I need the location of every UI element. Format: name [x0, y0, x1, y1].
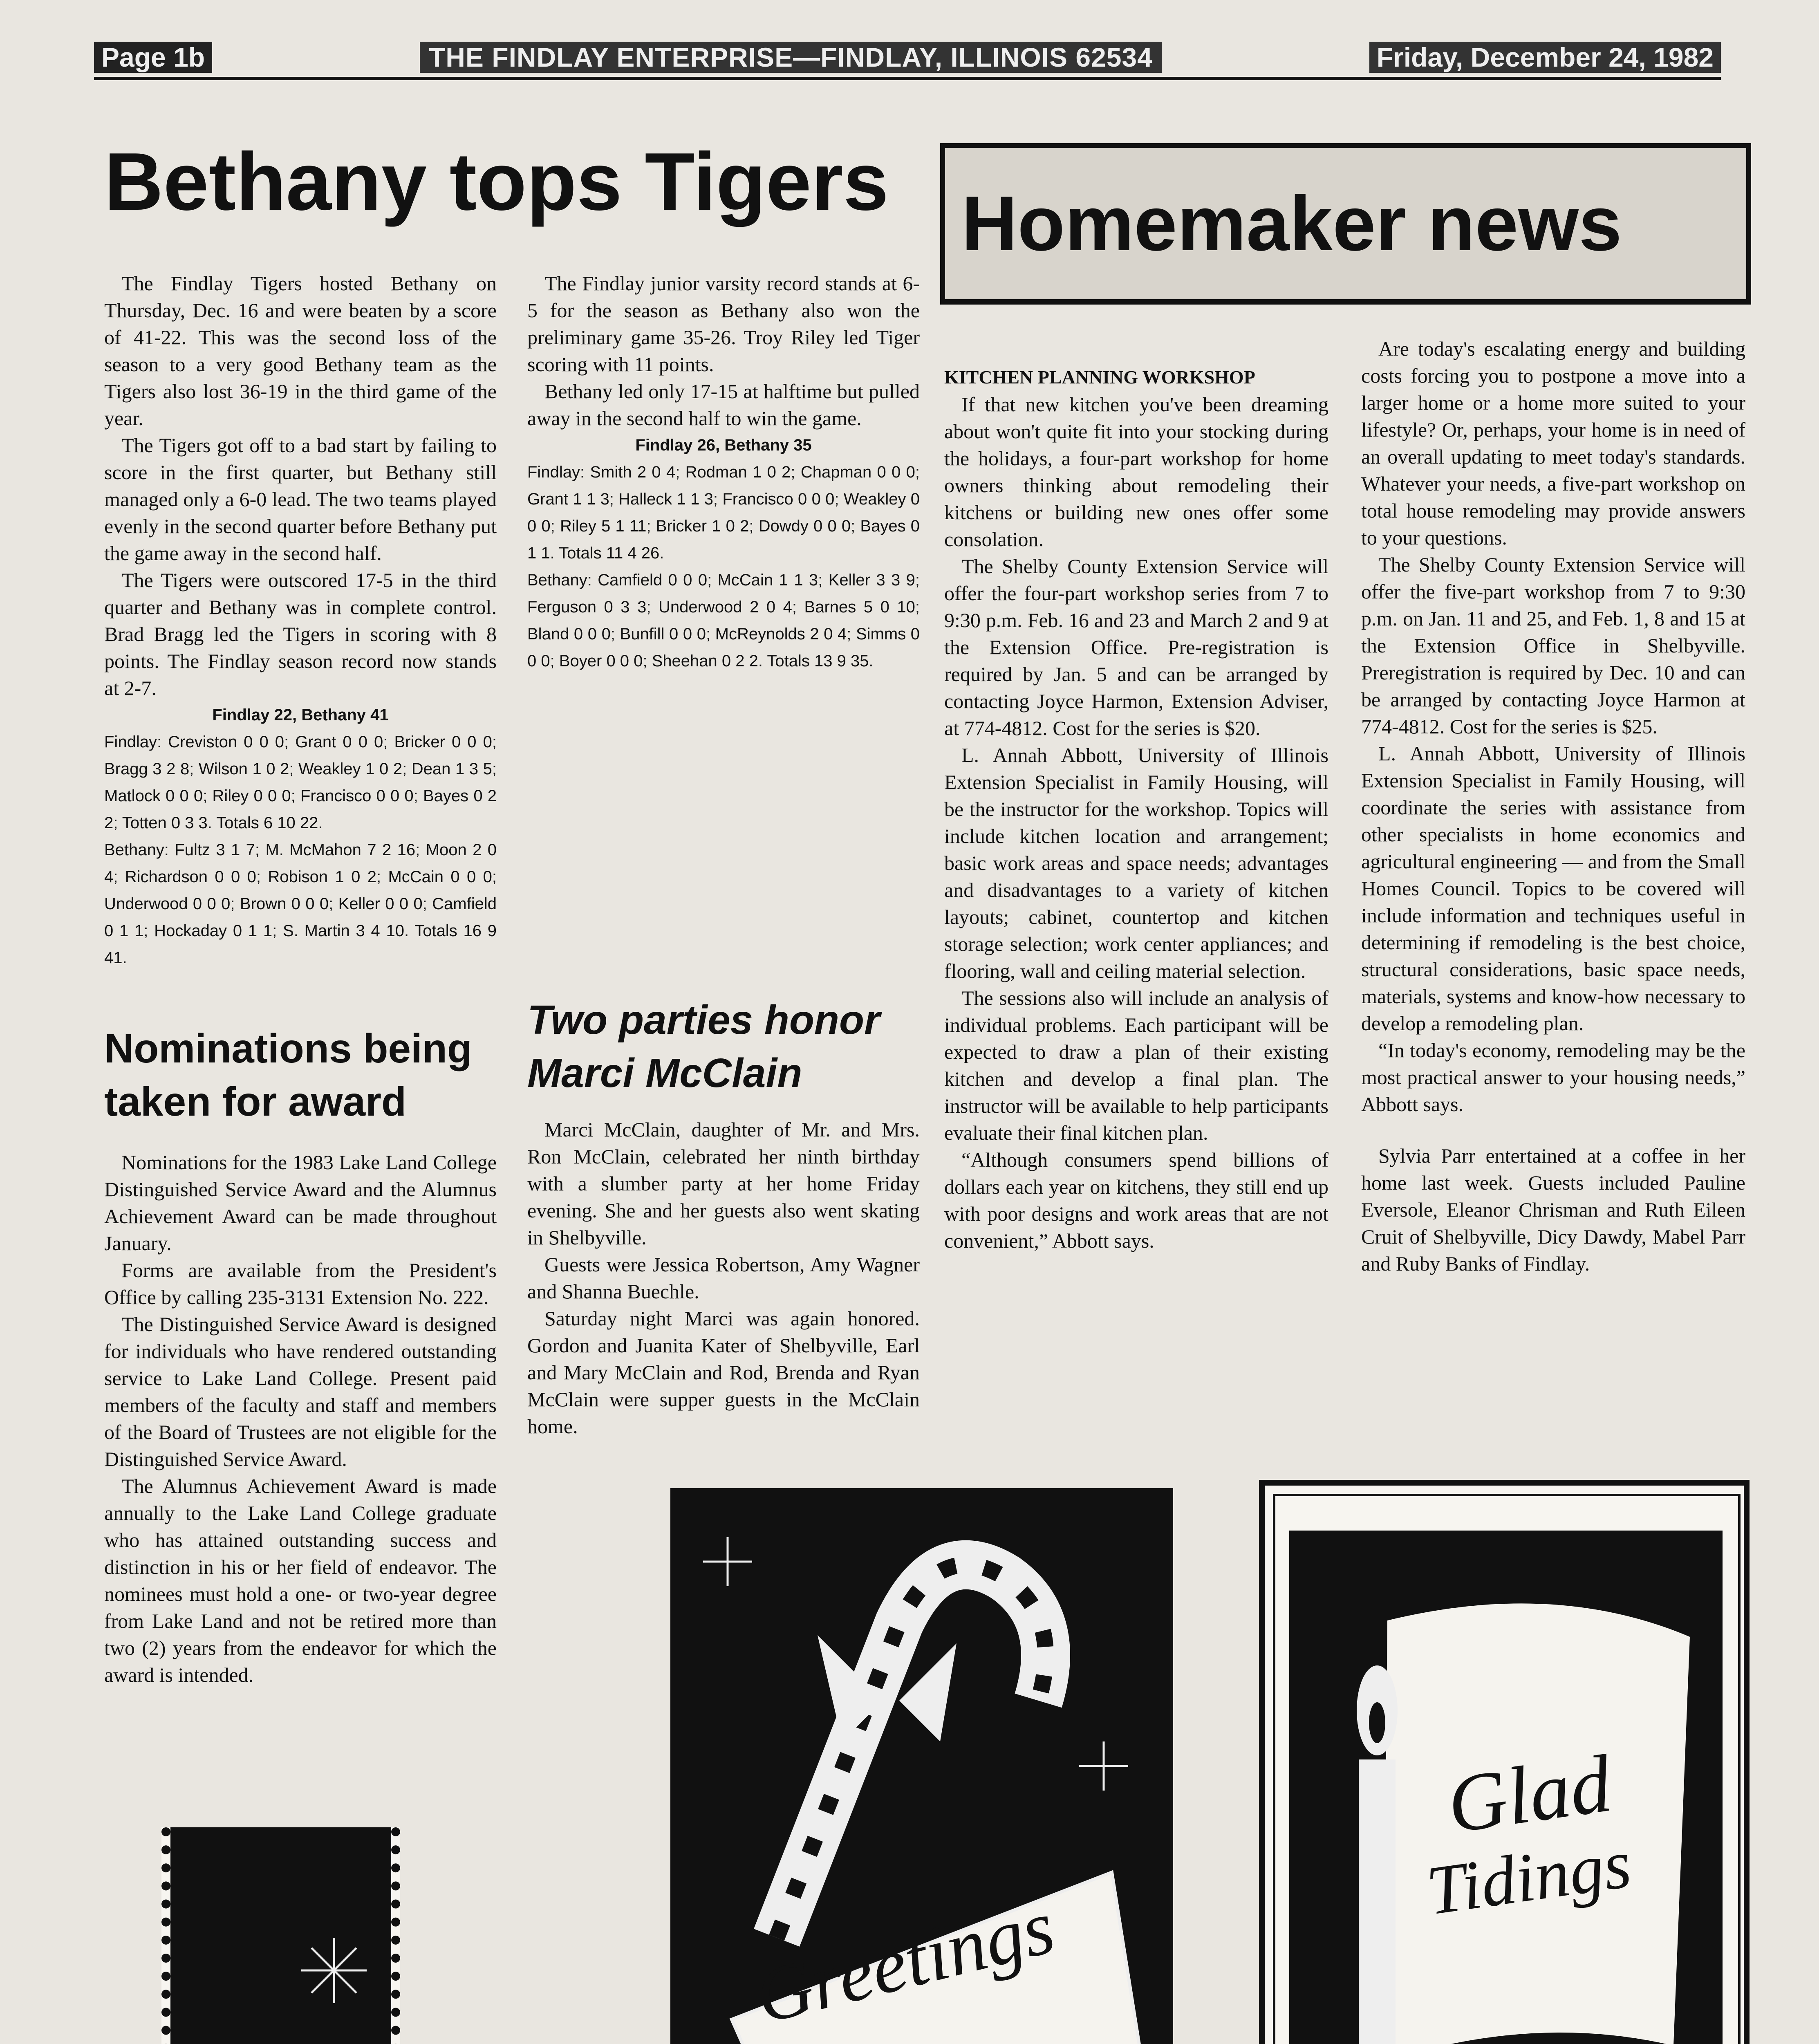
homemaker-col2-para-1: Are today's escalating energy and building costs forcing you to postpone a move into a larger home or a home more suited to your lifestyle? Or, perhaps, your home is in need of an overall updating to meet today's standards. Whatever your needs, a five-part workshop on total house remodeling may provide answers to your questions. [1361, 337, 1745, 549]
greetings-art-word: Greetings [747, 1883, 1063, 2040]
parties-body [527, 1116, 920, 1440]
nominations-headline-l2: taken for award [104, 1079, 407, 1125]
parties-para-2: Guests were Jessica Robertson, Amy Wagner and Shanna Buechle. [527, 1253, 920, 1303]
noel-candle-illustration [170, 1827, 391, 2044]
jv-score-title: Findlay 26, Bethany 35 [635, 436, 812, 454]
jv-findlay-box-score: Findlay: Smith 2 0 4; Rodman 1 0 2; Chapman 0 0 0; Grant 1 1 3; Halleck 1 1 3; Francisco 0 0 0; Weakley 0 0 0; Riley 5 1 11; Bricker 1 0 2; Dowdy 0 0 0; Bayes 0 1 1. Totals 11 4 26. [527, 463, 920, 562]
homemaker-column-1 [944, 364, 1328, 1254]
bethany-headline: Bethany tops Tigers [104, 136, 889, 227]
homemaker-col2-para-3: L. Annah Abbott, University of Illinois Extension Specialist in Family Housing, will coordinate the series with assistance from other specialists in home economics and agricultural engineering — and from the Small Homes Council. Topics to be covered will include information and techniques useful in determining if remodeling is the best choice, structural considerations, basic space needs, materials, systems and know-how necessary to develop a remodeling plan. [1361, 742, 1745, 1035]
homemaker-col1-para-2: The Shelby County Extension Service will offer the four-part workshop series from 7 to 9:30 p.m. Feb. 16 and 23 and March 2 and 9 at the Extension Office. Pre-registration is required by Jan. 5 and can be arranged by contacting Joyce Harmon, Extension Adviser, at 774-4812. Cost for the series is $20. [944, 555, 1328, 740]
coffee-note: Sylvia Parr entertained at a coffee in her home last week. Guests included Pauline Eversole, Eleanor Chrisman and Ruth Eileen Cruit of Shelbyville, Dicy Dawdy, Mabel Parr and Ruby Banks of Findlay. [1361, 1144, 1745, 1275]
bethany-column-2 [527, 270, 920, 675]
issue-date: Friday, December 24, 1982 [1369, 42, 1721, 73]
homemaker-subhead: KITCHEN PLANNING WORKSHOP [944, 367, 1255, 388]
homemaker-col2-para-4: “In today's economy, remodeling may be the most practical answer to your housing needs,” Abbott says. [1361, 1039, 1745, 1116]
ad-findlay-marina [670, 1488, 1173, 2044]
homemaker-col2-para-2: The Shelby County Extension Service will offer the five-part workshop from 7 to 9:30 p.m. on Jan. 11 and 25, and Feb. 1, 8 and 15 at the Extension Office in Shelbyville. Preregistration is required by Dec. 10 and can be arranged by contacting Joyce Harmon at 774-4812. Cost for the series is $25. [1361, 553, 1745, 738]
homemaker-rule [940, 300, 1751, 305]
homemaker-headline: Homemaker news [961, 180, 1622, 267]
nominations-para-4: The Alumnus Achievement Award is made annually to the Lake Land College graduate who has attained outstanding success and distinction in his or her field of endeavor. The nominees must hold a one- or two-year degree from Lake Land and not be retired more than two (2) years from the endeavor for which the award is intended. [104, 1475, 497, 1686]
homemaker-col1-para-1: If that new kitchen you've been dreaming about won't quite fit into your stocking during the holidays, a four-part workshop for home owners thinking about remodeling their kitchens or building new ones offer some consolation. [944, 393, 1328, 551]
parties-para-1: Marci McClain, daughter of Mr. and Mrs. Ron McClain, celebrated her ninth birthday with a slumber party at her home Friday evening. She and her guests also went skating in Shelbyville. [527, 1118, 920, 1249]
masthead [94, 38, 1721, 80]
homemaker-col1-para-5: “Although consumers spend billions of dollars each year on kitchens, they still end up with poor designs and work areas that are not convenient,” Abbott says. [944, 1148, 1328, 1252]
page-number: Page 1b [94, 42, 212, 73]
bethany-column-1 [104, 270, 497, 971]
tidings-word: Tidings [1422, 1824, 1636, 1930]
findlay-box-score: Findlay: Creviston 0 0 0; Grant 0 0 0; Bricker 0 0 0; Bragg 3 2 8; Wilson 1 0 2; Weakley 1 0 2; Dean 1 3 5; Matlock 0 0 0; Riley 0 0 0; Francisco 0 0 0; Bayes 0 2 2; Totten 0 3 3. Totals 6 10 22. [104, 733, 497, 832]
homemaker-col1-para-3: L. Annah Abbott, University of Illinois Extension Specialist in Family Housing, will be the instructor for the workshop. Topics will include kitchen location and arrangement; basic work areas and space needs; advantages and disadvantages to a variety of kitchen layouts; cabinet, countertop and kitchen storage selection; work center appliances; and flooring, wall and ceiling material selection. [944, 744, 1328, 982]
parties-headline-l2: Marci McClain [527, 1050, 802, 1096]
nominations-para-3: The Distinguished Service Award is designed for individuals who have rendered outstanding service to Lake Land College. Present paid members of the faculty and staff and members of the Board of Trustees are not eligible for the Distinguished Service Award. [104, 1313, 497, 1470]
jv-bethany-box-score: Bethany: Camfield 0 0 0; McCain 1 1 3; Keller 3 3 9; Ferguson 0 3 3; Underwood 2 0 4; Barnes 5 0 10; Bland 0 0 0; Bunfill 0 0 0; McReynolds 2 0 4; Simms 0 0 0; Boyer 0 0 0; Sheehan 0 2 2. Totals 13 9 35. [527, 571, 920, 670]
bethany-para-3: The Tigers were outscored 17-5 in the third quarter and Bethany was in complete control. Brad Bragg led the Tigers in scoring with 8 points. The Findlay season record now stands at 2-7. [104, 569, 497, 699]
parties-headline [527, 993, 920, 1100]
jv-para-1: The Findlay junior varsity record stands at 6-5 for the season as Bethany also won the preliminary game 35-26. Troy Riley led Tiger scoring with 11 points. [527, 272, 920, 376]
homemaker-col1-para-4: The sessions also will include an analysis of individual problems. Each participant will be expected to draw a plan of their existing kitchen and develop a final plan. The instructor will be available to help participants evaluate their final kitchen plan. [944, 986, 1328, 1144]
bethany-para-1: The Findlay Tigers hosted Bethany on Thursday, Dec. 16 and were beaten by a score of 41-22. This was the second loss of the season to a very good Bethany team as the Tigers also lost 36-19 in the third game of the year. [104, 272, 497, 430]
nominations-para-1: Nominations for the 1983 Lake Land College Distinguished Service Award and the Alumnus Achievement Award can be made throughout January. [104, 1151, 497, 1255]
ad-massey-ferguson [1259, 1480, 1750, 2044]
bethany-para-2: The Tigers got off to a bad start by failing to score in the first quarter, but Bethany still managed only a 6-0 lead. The two teams played evenly in the second quarter before Bethany put the game away in the second half. [104, 434, 497, 565]
parties-headline-l1: Two parties honor [527, 997, 880, 1043]
bethany-score-title: Findlay 22, Bethany 41 [212, 706, 389, 724]
parties-para-3: Saturday night Marci was again honored. Gordon and Juanita Kater of Shelbyville, Earl and Mary McClain and Rod, Brenda and Ryan McClain were supper guests in the McClain home. [527, 1307, 920, 1438]
paper-name: THE FINDLAY ENTERPRISE—FINDLAY, ILLINOIS 62534 [420, 42, 1162, 73]
jv-para-2: Bethany led only 17-15 at halftime but pulled away in the second half to win the game. [527, 380, 920, 430]
nominations-para-2: Forms are available from the President's Office by calling 235-3131 Extension No. 222. [104, 1259, 497, 1309]
homemaker-header-box [940, 143, 1751, 304]
glad-word: Glad [1442, 1738, 1617, 1851]
nominations-body [104, 1149, 497, 1688]
nominations-headline-l1: Nominations being [104, 1026, 472, 1071]
ad-julies-beauty-shop [161, 1827, 400, 2044]
nominations-headline [104, 1022, 497, 1128]
bethany-box-score: Bethany: Fultz 3 1 7; M. McMahon 7 2 16; Moon 2 0 4; Richardson 0 0 0; Robison 1 0 2; McCain 0 0 0; Underwood 0 0 0; Brown 0 0 0; Keller 0 0 0; Camfield 0 1 1; Hockaday 0 1 1; S. Martin 3 4 10. Totals 16 9 41. [104, 841, 497, 967]
homemaker-column-2 [1361, 335, 1745, 1277]
